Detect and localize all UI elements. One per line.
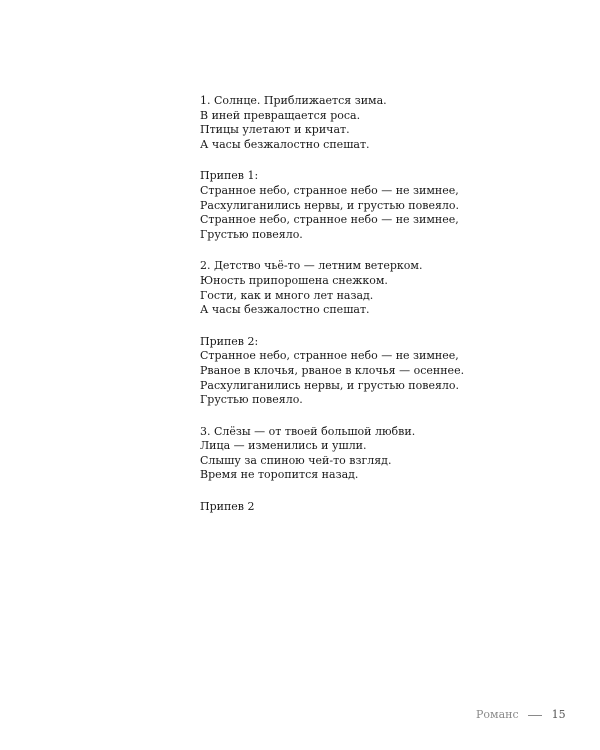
- verse-1: [200, 94, 500, 152]
- lyric-line: 1. Солнце. Приближается зима.: [200, 94, 387, 107]
- chorus-heading: Припев 1:: [200, 169, 259, 183]
- chorus-1: [200, 169, 500, 242]
- page-footer: [476, 708, 566, 721]
- lyric-line: А часы безжалостно спешат.: [200, 137, 370, 151]
- lyric-line: Рваное в клочья, рваное в клочья — осеннее.: [200, 363, 465, 377]
- song-lyrics: [200, 94, 500, 532]
- lyric-line: 3. Слёзы — от твоей большой любви.: [200, 424, 416, 438]
- footer-divider: [528, 715, 542, 716]
- chorus-reprise: [200, 500, 500, 515]
- chorus-2: [200, 335, 500, 408]
- lyric-line: Гости, как и много лет назад.: [200, 288, 374, 302]
- lyric-line: Время не торопится назад.: [200, 468, 359, 482]
- lyric-line: Лица — изменились и ушли.: [200, 439, 367, 453]
- lyric-line: Слышу за спиною чей-то взгляд.: [200, 453, 392, 467]
- lyric-line: Грустью повеяло.: [200, 227, 303, 241]
- lyric-line: Расхулиганились нервы, и грустью повеяло.: [200, 198, 460, 212]
- chorus-heading: Припев 2:: [200, 334, 259, 348]
- verse-3: [200, 425, 500, 483]
- lyric-line: Юность припорошена снежком.: [200, 273, 388, 287]
- lyric-line: Грустью повеяло.: [200, 393, 303, 407]
- lyric-line: Расхулиганились нервы, и грустью повеяло.: [200, 378, 460, 392]
- lyric-line: Странное небо, странное небо — не зимнее,: [200, 183, 459, 197]
- verse-2: [200, 259, 500, 317]
- chorus-heading: Припев 2: [200, 500, 255, 514]
- lyric-line: Странное небо, странное небо — не зимнее,: [200, 213, 459, 227]
- lyric-line: Странное небо, странное небо — не зимнее,: [200, 349, 459, 363]
- lyric-line: 2. Детство чьё-то — летним ветерком.: [200, 259, 423, 273]
- lyric-line: А часы безжалостно спешат.: [200, 303, 370, 317]
- lyric-line: Птицы улетают и кричат.: [200, 123, 350, 137]
- section-title: Романс: [476, 708, 519, 721]
- lyric-line: В иней превращается роса.: [200, 108, 361, 122]
- page-number: 15: [551, 708, 566, 721]
